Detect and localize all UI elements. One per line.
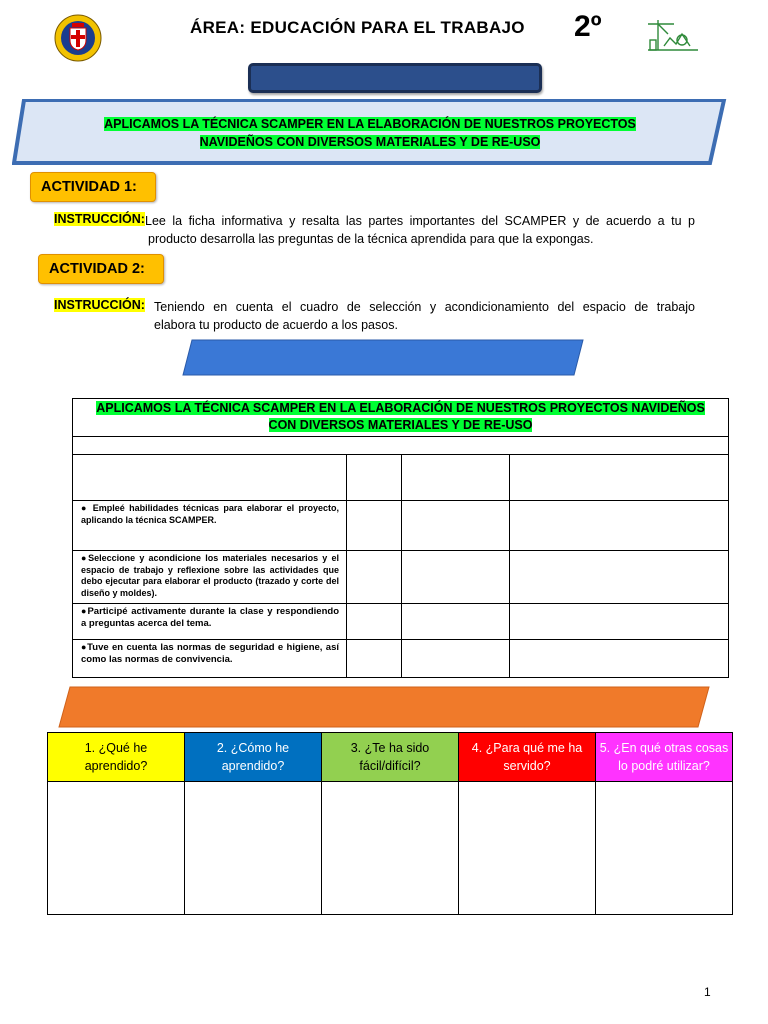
check-cell[interactable] <box>347 604 402 640</box>
question-3: 3. ¿Te ha sido fácil/difícil? <box>322 733 459 782</box>
instruction-1-label: INSTRUCCIÓN: <box>54 212 145 226</box>
criterion-1: Empleé habilidades técnicas para elaborar el proyecto, aplicando la técnica SCAMPER. <box>81 503 339 525</box>
page-number: 1 <box>704 985 711 999</box>
check-cell[interactable] <box>510 551 729 604</box>
instruction-2-line1: Teniendo en cuenta el cuadro de selección y acondicionamiento del espacio de trabajo <box>154 300 695 314</box>
technology-area-logo <box>646 16 700 54</box>
session-title-line2: NAVIDEÑOS CON DIVERSOS MATERIALES Y DE RE-USO <box>199 135 541 149</box>
instruction-1-line2: producto desarrolla las preguntas de la técnica aprendida para que la expongas. <box>148 232 594 246</box>
table-row: ● Empleé habilidades técnicas para elaborar el proyecto, aplicando la técnica SCAMPER. <box>73 501 729 551</box>
session-banner <box>248 63 542 93</box>
check-cell[interactable] <box>347 551 402 604</box>
grade-label: 2º <box>574 10 602 43</box>
question-2: 2. ¿Cómo he aprendido? <box>185 733 322 782</box>
page-title: ÁREA: EDUCACIÓN PARA EL TRABAJO <box>190 18 525 37</box>
instruction-2-label: INSTRUCCIÓN: <box>54 298 145 312</box>
session-title <box>60 115 680 151</box>
instruction-1-line1: Lee la ficha informativa y resalta las partes importantes del SCAMPER y de acuerdo a tu p <box>145 214 695 228</box>
question-4: 4. ¿Para qué me ha servido? <box>459 733 596 782</box>
instruction-2-line2: elabora tu producto de acuerdo a los pasos. <box>154 318 398 332</box>
evaluation-caption: APLICAMOS LA TÉCNICA SCAMPER EN LA ELABORACIÓN DE NUESTROS PROYECTOS NAVIDEÑOS CON DIVERSOS MATERIALES Y DE RE-USO <box>73 399 729 437</box>
activity-1-label: ACTIVIDAD 1: <box>30 172 156 202</box>
check-cell[interactable] <box>510 604 729 640</box>
answer-cell[interactable] <box>596 782 733 915</box>
header-cell <box>73 455 347 501</box>
check-cell[interactable] <box>402 640 510 678</box>
activity-2-label: ACTIVIDAD 2: <box>38 254 164 284</box>
check-cell[interactable] <box>402 604 510 640</box>
evaluation-banner <box>182 339 584 376</box>
answer-cell[interactable] <box>459 782 596 915</box>
question-1: 1. ¿Qué he aprendido? <box>48 733 185 782</box>
header-cell <box>510 455 729 501</box>
evaluation-blank-row <box>73 437 729 455</box>
check-cell[interactable] <box>347 501 402 551</box>
answer-cell[interactable] <box>322 782 459 915</box>
criterion-3: Participé activamente durante la clase y respondiendo a preguntas acerca del tema. <box>81 606 339 629</box>
header-cell <box>402 455 510 501</box>
evaluation-table <box>72 398 729 678</box>
metacognition-banner <box>58 686 710 728</box>
question-5: 5. ¿En qué otras cosas lo podré utilizar? <box>596 733 733 782</box>
answer-cell[interactable] <box>48 782 185 915</box>
table-row: ●Participé activamente durante la clase y respondiendo a preguntas acerca del tema. <box>73 604 729 640</box>
answer-cell[interactable] <box>185 782 322 915</box>
check-cell[interactable] <box>510 640 729 678</box>
check-cell[interactable] <box>347 640 402 678</box>
header-cell <box>347 455 402 501</box>
check-cell[interactable] <box>402 551 510 604</box>
criterion-2: Seleccione y acondicione los materiales necesarios y el espacio de trabajo y reflexione sobre las actividades que debo ejecutar para elaborar el producto (trazado y corte del diseño y moldes). <box>81 553 340 598</box>
check-cell[interactable] <box>510 501 729 551</box>
session-title-line1: APLICAMOS LA TÉCNICA SCAMPER EN LA ELABORACIÓN DE NUESTROS PROYECTOS <box>104 117 636 131</box>
table-row: ●Seleccione y acondicione los materiales necesarios y el espacio de trabajo y reflexione sobre las actividades que debo ejecutar para elaborar el producto (trazado y corte del diseño y moldes). <box>73 551 729 604</box>
table-row: ●Tuve en cuenta las normas de seguridad e higiene, así como las normas de convivencia. <box>73 640 729 678</box>
check-cell[interactable] <box>402 501 510 551</box>
criterion-4: Tuve en cuenta las normas de seguridad e higiene, así como las normas de convivencia. <box>81 642 340 665</box>
reflection-table <box>47 732 733 915</box>
school-crest-logo <box>54 14 102 62</box>
